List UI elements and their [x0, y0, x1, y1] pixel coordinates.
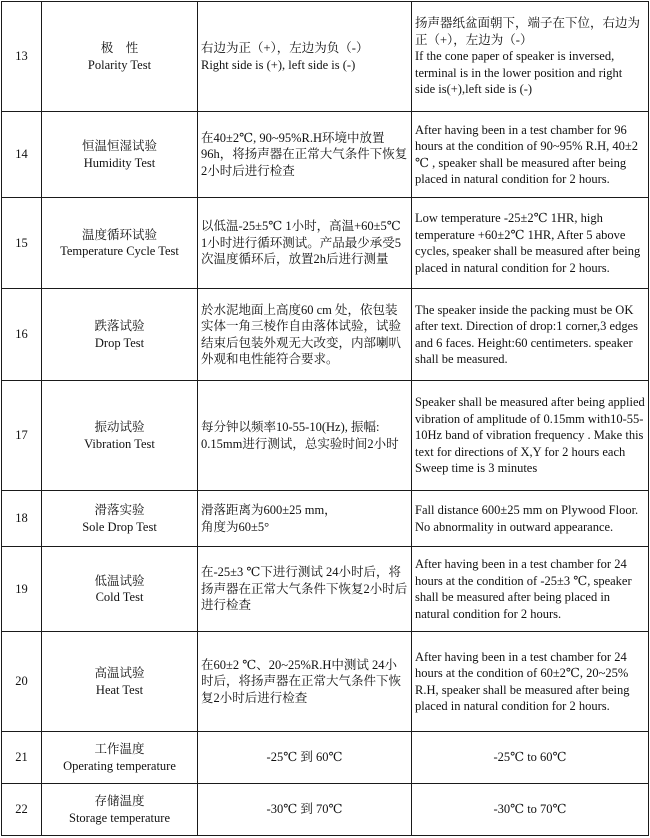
requirement-cn-line-1: 滑落距离为600±25 mm， — [201, 503, 337, 517]
row-number: 13 — [2, 2, 42, 112]
requirement-en-cell — [412, 2, 649, 112]
requirement-cn: 右边为正（+），左边为负（-） — [201, 41, 369, 55]
test-name-cell — [42, 381, 198, 491]
row-number: 21 — [2, 732, 42, 784]
table-row — [2, 381, 649, 491]
requirement-en: Fall distance 600±25 mm on Plywood Floor. No abnormality in outward appearance. — [412, 491, 649, 547]
requirement-cn: 於水泥地面上高度60 cm 处，依包装实体一角三棱作自由落体试验，试验结束后包装外观无大改变，内部喇叭外观和电性能符合要求。 — [198, 289, 412, 381]
requirement-cn-line-2: 角度为60±5° — [201, 519, 270, 534]
requirement-en: If the cone paper of speaker is inversed, terminal is in the lower position and right side is(+),left side is (-) — [415, 49, 623, 97]
test-name-en: Humidity Test — [83, 155, 156, 170]
test-name-cn: 恒温恒湿试验 — [81, 139, 157, 153]
row-number: 17 — [2, 381, 42, 491]
requirement-en-cn: 扬声器纸盆面朝下，端子在下位，右边为正（+），左边为（-） — [415, 16, 641, 47]
requirement-cn: 以低温-25±5℃ 1小时，高温+60±5℃ 1小时进行循环测试。产品最少承受5次温度循环后，放置2h后进行测量 — [198, 198, 412, 289]
table-row — [2, 547, 649, 632]
test-name-cn: 高温试验 — [94, 666, 145, 680]
test-name-cn: 极 性 — [100, 41, 139, 55]
requirement-cn: 在60±2 ℃、20~25%R.H中测试 24小时后，将扬声器在正常大气条件下恢复2小时后进行检查 — [198, 632, 412, 732]
requirement-en: -25℃ to 60℃ — [412, 732, 649, 784]
test-name-cell — [42, 289, 198, 381]
table-row — [2, 784, 649, 836]
test-name-cn: 低温试验 — [94, 573, 145, 588]
requirement-cn: 每分钟以频率10-55-10(Hz), 振幅: 0.15mm进行测试，总实验时间2小时 — [198, 381, 412, 491]
test-name-en: Polarity Test — [87, 57, 152, 72]
requirement-cn-en: Right side is (+), left side is (-) — [201, 57, 356, 72]
requirement-cn: -30℃ 到 70℃ — [198, 784, 412, 836]
test-name-cn: 滑落实验 — [94, 503, 145, 517]
test-name-cell — [42, 491, 198, 547]
test-name-en: Operating temperature — [63, 758, 176, 773]
test-name-cell — [42, 632, 198, 732]
requirement-cn: -25℃ 到 60℃ — [198, 732, 412, 784]
test-spec-table — [1, 1, 649, 836]
row-number: 15 — [2, 198, 42, 289]
table-row — [2, 2, 649, 112]
requirement-cn-cell — [198, 491, 412, 547]
test-name-cell — [42, 198, 198, 289]
requirement-cn-cell — [198, 2, 412, 112]
test-name-en: Storage temperature — [69, 810, 170, 825]
requirement-en: The speaker inside the packing must be OK after text. Direction of drop:1 corner,3 edges and 6 faces. Height:60 centimeters. speaker shall be measured. — [412, 289, 649, 381]
row-number: 18 — [2, 491, 42, 547]
requirement-en: After having been in a test chamber for 24 hours at the condition of -25±3 ℃, speaker shall be measured after being placed in natural condition for 2 hours. — [412, 547, 649, 632]
test-name-cell — [42, 732, 198, 784]
table-row — [2, 198, 649, 289]
test-name-cn: 温度循环试验 — [81, 227, 157, 242]
test-name-cn: 工作温度 — [94, 742, 145, 756]
requirement-cn: 在40±2℃, 90~95%R.H环境中放置96h，将扬声器在正常大气条件下恢复2小时后进行检查 — [198, 112, 412, 198]
test-name-cn: 存储温度 — [94, 794, 145, 808]
test-name-en: Vibration Test — [84, 436, 155, 451]
table-row — [2, 632, 649, 732]
requirement-en: -30℃ to 70℃ — [412, 784, 649, 836]
test-name-cell — [42, 784, 198, 836]
row-number: 20 — [2, 632, 42, 732]
test-name-cell — [42, 2, 198, 112]
test-name-cn: 振动试验 — [94, 420, 145, 434]
test-name-en: Sole Drop Test — [82, 519, 157, 534]
table-row — [2, 491, 649, 547]
row-number: 16 — [2, 289, 42, 381]
test-name-en: Cold Test — [95, 590, 144, 604]
table-row — [2, 289, 649, 381]
test-name-en: Temperature Cycle Test — [60, 244, 179, 258]
test-name-en: Heat Test — [95, 682, 144, 697]
requirement-en: Low temperature -25±2℃ 1HR, high temperature +60±2℃ 1HR, After 5 above cycles, speaker shall be measured after being placed in natural condition for 2 hours. — [412, 198, 649, 289]
test-name-cell — [42, 112, 198, 198]
row-number: 22 — [2, 784, 42, 836]
test-name-cn: 跌落试验 — [94, 319, 145, 333]
table-row — [2, 112, 649, 198]
row-number: 14 — [2, 112, 42, 198]
requirement-cn: 在-25±3 ℃下进行测试 24小时后，将扬声器在正常大气条件下恢复2小时后进行检查 — [198, 547, 412, 632]
requirement-en: After having been in a test chamber for 96 hours at the condition of 90~95% R.H, 40±2 ℃ , speaker shall be measured after being placed in natural condition for 2 hours. — [412, 112, 649, 198]
requirement-en: After having been in a test chamber for 24 hours at the condition of 60±2℃, 20~25% R.H, speaker shall be measured after being placed in natural condition for 2 hours. — [412, 632, 649, 732]
requirement-en: Speaker shall be measured after being applied vibration of amplitude of 0.15mm with10-55-10Hz band of vibration frequency . Make this text for directions of X,Y for 2 hours each Sweep time is 3 minutes — [412, 381, 649, 491]
row-number: 19 — [2, 547, 42, 632]
table-row — [2, 732, 649, 784]
test-name-en: Drop Test — [94, 335, 145, 350]
test-name-cell — [42, 547, 198, 632]
